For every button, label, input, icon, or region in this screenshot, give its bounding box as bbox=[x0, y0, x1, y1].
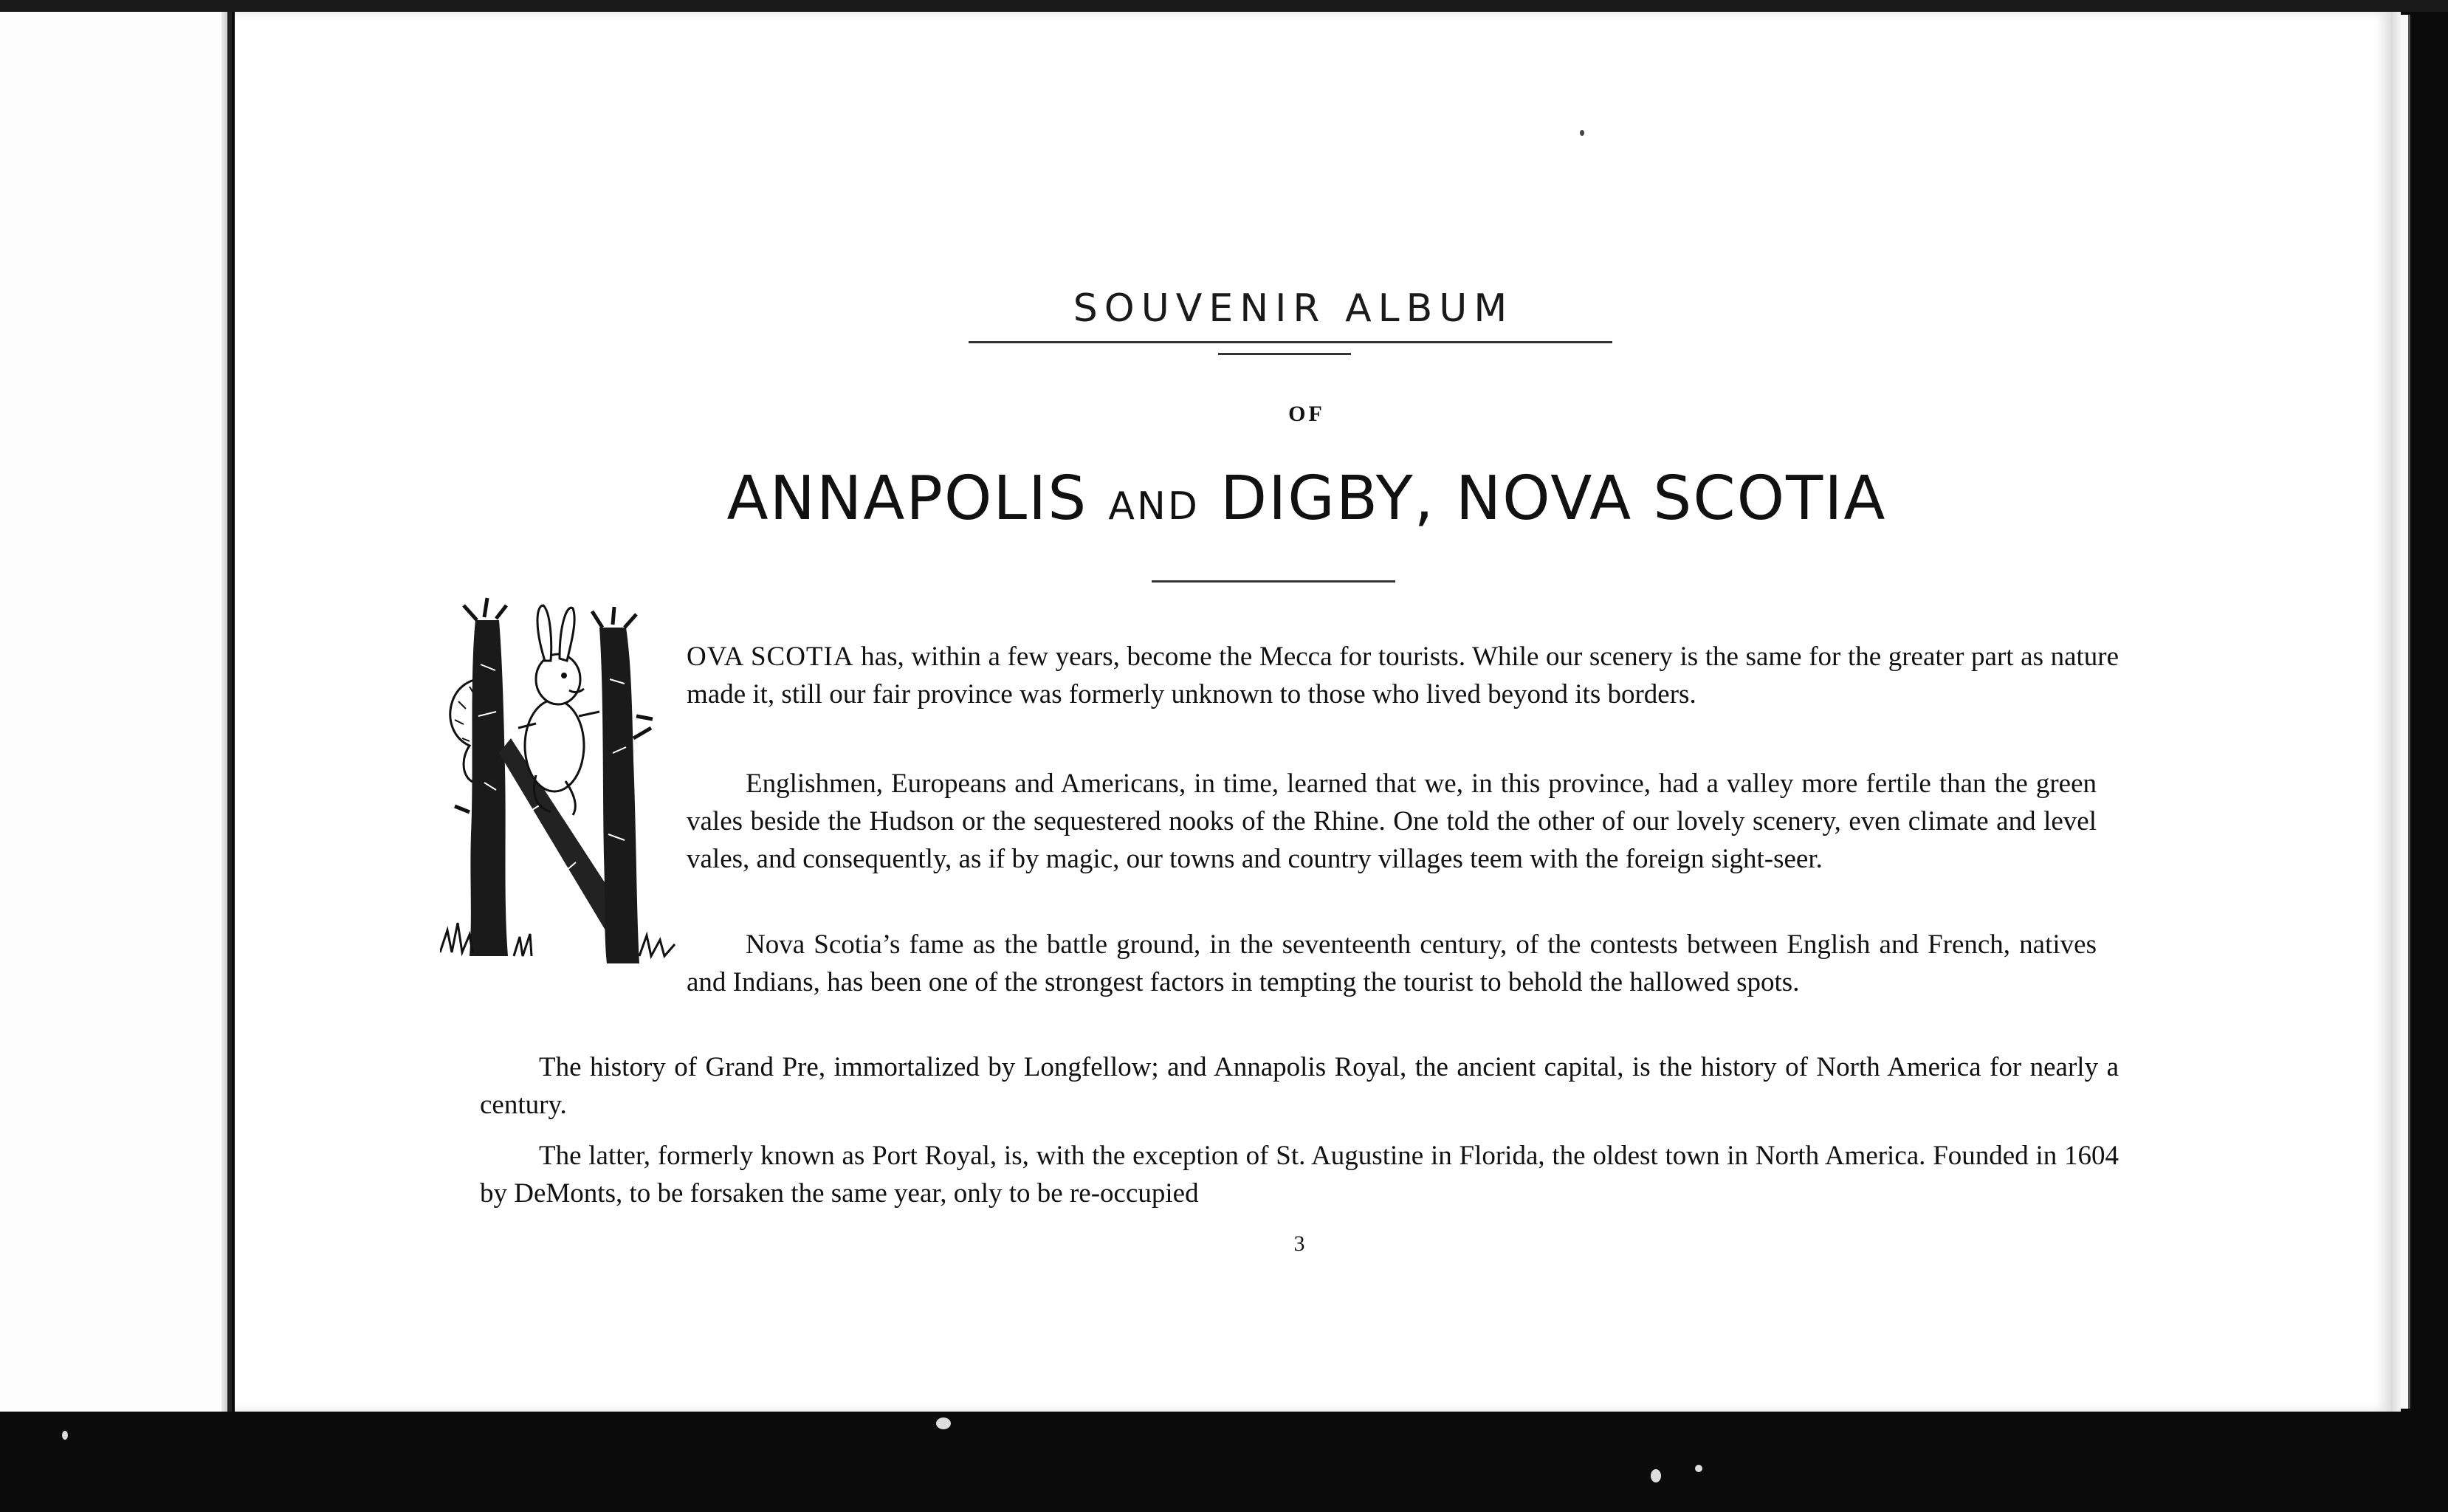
paragraph-1 bbox=[687, 638, 2119, 713]
scan-speck bbox=[1651, 1469, 1661, 1482]
scan-border-top bbox=[0, 0, 2448, 12]
scan-speck bbox=[936, 1418, 951, 1429]
paragraph-4: The history of Grand Pre, immortalized by Longfellow; and Annapolis Royal, the ancient capital, is the history of North America for nearly a century. bbox=[480, 1052, 2119, 1120]
subtitle-rule bbox=[1152, 580, 1395, 583]
page-edge-outer bbox=[2401, 15, 2410, 1409]
page-number: 3 bbox=[1293, 1231, 1305, 1256]
scan-border-bottom bbox=[0, 1412, 2448, 1512]
page-subtitle bbox=[650, 464, 1964, 534]
paragraph-3: Nova Scotia’s fame as the battle ground, in the seventeenth century, of the contests between English and French, natives and Indians, has been one of the strongest factors in tempting the tourist to behold the hallowed spots. bbox=[687, 929, 2097, 997]
title-underline-short bbox=[1218, 353, 1351, 355]
scan-speck bbox=[62, 1431, 68, 1440]
drop-cap-right-stroke bbox=[599, 628, 639, 963]
paragraph-1-lead: OVA SCOTIA bbox=[687, 642, 854, 672]
decorative-drop-cap-n bbox=[440, 591, 684, 967]
scan-speck bbox=[1580, 130, 1584, 136]
subtitle-part-1: ANNAPOLIS bbox=[726, 464, 1109, 534]
left-facing-page bbox=[0, 12, 232, 1418]
title-underline bbox=[969, 341, 1612, 343]
subtitle-and: AND bbox=[1108, 484, 1200, 529]
paragraph-1-text: has, within a few years, become the Mecca for tourists. While our scenery is the same for the greater part as nature made it, still our fair province was formerly unknown to those who lived beyond its borders. bbox=[687, 642, 2119, 709]
title-connector: OF bbox=[1288, 402, 1325, 426]
drop-cap-left-stroke bbox=[470, 620, 508, 956]
subtitle-part-2: DIGBY, NOVA SCOTIA bbox=[1199, 464, 1887, 534]
page-title: SOUVENIR ALBUM bbox=[1073, 286, 1514, 331]
paragraph-2: Englishmen, Europeans and Americans, in time, learned that we, in this province, had a valley more fertile than the green vales beside the Hudson or the sequestered nooks of the Rhine. One told the other of our lovely scenery, even climate and level vales, and consequently, as if by magic, our towns and country villages teem with the foreign sight-seer. bbox=[687, 769, 2097, 874]
paragraph-5: The latter, formerly known as Port Royal, is, with the exception of St. Augustine in Florida, the oldest town in North America. Founded in 1604 by DeMonts, to be forsaken the same year, only to be re-occupied bbox=[480, 1141, 2119, 1209]
scan-speck bbox=[1695, 1465, 1702, 1472]
page-edge bbox=[2390, 12, 2401, 1412]
